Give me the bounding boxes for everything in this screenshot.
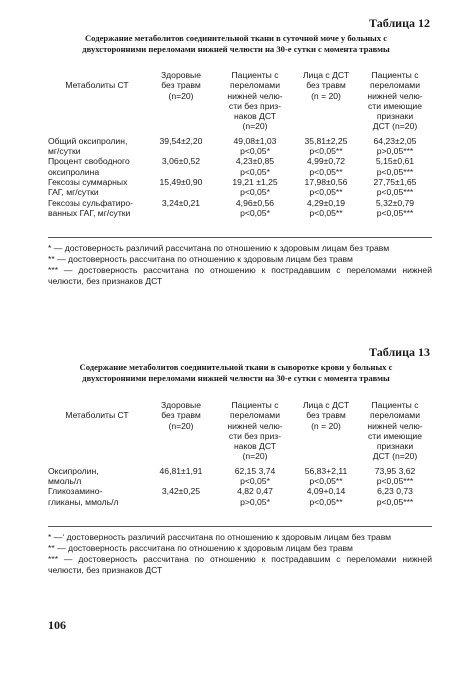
cell-healthy: 46,81±1,91	[159, 465, 203, 476]
table-13-title-line-2: двухсторонними переломами нижней челюсти на 30-е сутки с момента травмы	[82, 372, 390, 383]
header-line: Метаболиты СТ	[65, 80, 129, 90]
header-line: (n = 20)	[311, 90, 341, 101]
header-line: Пациенты с	[371, 70, 419, 80]
header-line: Здоровые	[160, 400, 202, 410]
footnote: * —‘ достоверность различий рассчитана по отношению к здоровым лицам без травм	[48, 532, 392, 542]
table-row	[48, 198, 432, 219]
header-line: переломами	[370, 410, 420, 421]
table-row	[48, 136, 432, 157]
cell-patients-no-dst: 49,08±1,03 p<0,05*	[233, 135, 277, 157]
cell-patients-with-dst: 5,15±0,61 p<0,05***	[375, 156, 415, 177]
cell-healthy: 15,49±0,90	[159, 176, 203, 187]
cell-patients-no-dst: 19,21 ±1,25 p<0,05*	[232, 176, 278, 198]
header-line: наков ДСТ	[233, 111, 277, 122]
table-row	[48, 177, 432, 198]
cell-dst-no-trauma: 4,29±0,19 p<0,05**	[306, 197, 346, 218]
header-line: Пациенты с	[231, 400, 279, 410]
header-line: Лица с ДСТ	[302, 70, 350, 80]
header-line: нижней челю-	[367, 90, 423, 101]
cell-dst-no-trauma: 4,09+0,14 p<0,05**	[306, 486, 346, 507]
table-12-title-line-2: двухсторонними переломами нижней челюсти на 30-е сутки с момента травмы	[82, 43, 390, 54]
cell-dst-no-trauma: 17,98±0,56 p<0,05**	[304, 176, 348, 198]
table-13-header-dst-no-trauma	[294, 400, 358, 462]
header-line: без травм	[161, 80, 201, 91]
header-line: наков ДСТ	[233, 441, 277, 452]
cell-patients-no-dst: 4,23±0,85 p<0,05*	[235, 156, 275, 177]
header-line: (n = 20)	[311, 420, 341, 431]
header-line: (n=20)	[242, 451, 268, 462]
header-line: (n=20)	[168, 420, 194, 431]
header-line: сти имеющие	[367, 100, 422, 111]
footnote: ** — достоверность рассчитана по отношению к здоровым лицам без травм	[48, 254, 353, 264]
header-line: нижней челю-	[367, 420, 423, 431]
table-row	[48, 486, 432, 507]
table-13-title-line-1: Содержание метаболитов соединительной ткани в сыворотке крови у больных с	[79, 362, 393, 372]
table-12-number: Таблица 12	[369, 16, 430, 30]
row-label: Гликозамино- гликаны, ммоль/л	[48, 486, 119, 507]
table-13-header-patients-with-dst	[358, 400, 432, 462]
table-12-title-line-1: Содержание метаболитов соединительной ткани в суточной моче у больных с	[84, 33, 388, 43]
cell-patients-no-dst: 4,96±0,56 p<0,05*	[235, 197, 275, 218]
cell-patients-with-dst: 73,95 3,62 p<0,05***	[374, 465, 416, 487]
cell-patients-with-dst: 6,23 0,73 p<0,05***	[376, 486, 414, 507]
table-13-title	[40, 362, 432, 383]
table-13-notes	[48, 532, 432, 576]
header-line: без травм	[306, 80, 346, 91]
header-line: сти имеющие	[367, 430, 422, 441]
header-line: нижней челю-	[227, 90, 283, 101]
table-13	[48, 400, 432, 507]
header-line: Пациенты с	[231, 70, 279, 80]
header-line: (n=20)	[168, 90, 194, 101]
header-line: сти без приз-	[228, 430, 282, 441]
table-13-header-metabolites	[48, 400, 146, 462]
row-label: Процент свободного оксипролина	[48, 156, 130, 177]
cell-patients-no-dst: 62,15 3,74 p<0,05*	[234, 465, 276, 487]
table-12-header-dst-no-trauma	[294, 70, 358, 132]
table-12-header	[48, 70, 432, 136]
header-line: Метаболиты СТ	[65, 410, 129, 420]
footnote: ** — достоверность рассчитана по отношению к здоровым лицам без травм	[48, 543, 353, 553]
table-12-title	[40, 33, 432, 54]
cell-healthy: 39,54±2,20	[159, 135, 203, 146]
row-label: Гексозы суммарных ГАГ, мг/сутки	[48, 176, 128, 198]
table-row	[48, 466, 432, 487]
header-line: (n=20)	[242, 121, 268, 132]
cell-patients-with-dst: 64,23±2,05 p>0,05***	[373, 135, 417, 157]
table-12-header-patients-no-dst	[216, 70, 294, 132]
cell-healthy: 3,06±0,52	[161, 156, 201, 167]
cell-dst-no-trauma: 56,83+2,11 p<0,05**	[304, 465, 348, 487]
header-line: без травм	[306, 410, 346, 421]
header-line: Здоровые	[160, 70, 202, 80]
header-line: нижней челю-	[227, 420, 283, 431]
table-13-number: Таблица 13	[369, 345, 430, 359]
cell-healthy: 3,24±0,21	[161, 197, 201, 208]
row-label: Общий оксипролин, мг/сутки	[48, 135, 128, 157]
cell-patients-with-dst: 5,32±0,79 p<0,05***	[375, 197, 415, 218]
row-label: Гексозы сульфатиро- ванных ГАГ, мг/сутки	[48, 197, 134, 218]
footnote: *** — достоверность рассчитана по отношению к пострадавшим с переломами нижней челюсти, без признаков ДСТ	[48, 265, 432, 286]
row-label: Оксипролин, ммоль/л	[48, 465, 99, 487]
header-line: Лица с ДСТ	[302, 400, 350, 410]
header-line: ДСТ (n=20)	[372, 121, 418, 132]
header-line: переломами	[230, 80, 280, 91]
footnote: *** — достоверность рассчитана по отношению к пострадавшим с переломами нижней челюсти, без признаков ДСТ	[48, 554, 432, 575]
cell-patients-no-dst: 4,82 0,47 p>0,05*	[237, 486, 273, 507]
header-line: ДСТ (n=20)	[372, 451, 418, 462]
table-13-header-patients-no-dst	[216, 400, 294, 462]
cell-patients-with-dst: 27,75±1,65 p<0,05***	[373, 176, 417, 198]
header-line: сти без приз-	[228, 100, 282, 111]
page-number: 106	[48, 618, 66, 632]
header-line: признаки	[376, 111, 414, 122]
header-line: переломами	[370, 80, 420, 91]
table-row	[48, 156, 432, 177]
table-12-header-metabolites	[48, 70, 146, 132]
table-13-bottom-rule	[48, 526, 432, 527]
table-12-bottom-rule	[48, 237, 432, 238]
cell-dst-no-trauma: 35,81±2,25 p<0,05**	[304, 135, 348, 157]
table-13-header-healthy	[146, 400, 216, 462]
header-line: признаки	[376, 441, 414, 452]
header-line: переломами	[230, 410, 280, 421]
table-12-notes	[48, 243, 432, 287]
table-12-header-healthy	[146, 70, 216, 132]
header-line: без травм	[161, 410, 201, 421]
cell-dst-no-trauma: 4,99±0,72 p<0,05**	[306, 156, 346, 177]
header-line: Пациенты с	[371, 400, 419, 410]
cell-healthy: 3,42±0,25	[161, 486, 201, 497]
table-12	[48, 70, 432, 218]
footnote: * — достоверность различий рассчитана по отношению к здоровым лицам без травм	[48, 243, 390, 253]
table-12-header-patients-with-dst	[358, 70, 432, 132]
table-13-header	[48, 400, 432, 466]
